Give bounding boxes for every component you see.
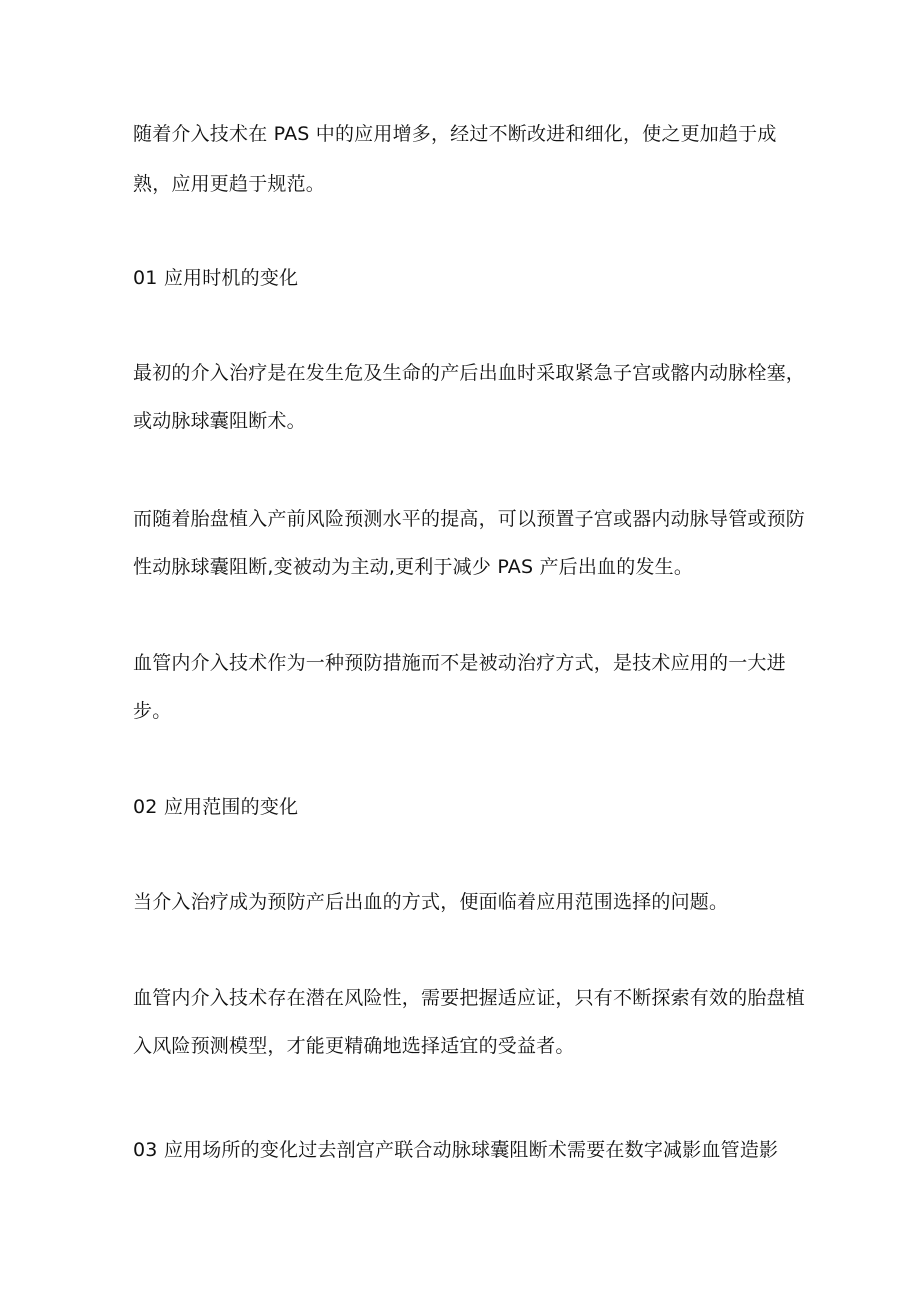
paragraph-initial-treatment-line-1: 最初的介入治疗是在发生危及生命的产后出血时采取紧急子宫或髂内动脉栓塞，	[133, 362, 806, 384]
paragraph-intro-line-1: 随着介入技术在 PAS 中的应用增多，经过不断改进和细化，使之更加趋于成	[133, 123, 777, 145]
paragraph-prevention-line-1: 血管内介入技术作为一种预防措施而不是被动治疗方式，是技术应用的一大进	[133, 652, 786, 674]
paragraph-risk-line-1: 血管内介入技术存在潜在风险性，需要把握适应证，只有不断探索有效的胎盘植	[133, 987, 806, 1009]
section-heading-01: 01 应用时机的变化	[133, 267, 299, 289]
section-heading-03: 03 应用场所的变化过去剖宫产联合动脉球囊阻断术需要在数字减影血管造影	[133, 1139, 779, 1161]
paragraph-prediction-line-1: 而随着胎盘植入产前风险预测水平的提高，可以预置子宫或器内动脉导管或预防	[133, 508, 806, 530]
paragraph-initial-treatment-line-2: 或动脉球囊阻断术。	[133, 410, 306, 432]
paragraph-prevention-line-2: 步。	[133, 700, 172, 722]
section-heading-02: 02 应用范围的变化	[133, 796, 299, 818]
paragraph-intro-line-2: 熟，应用更趋于规范。	[133, 173, 326, 195]
paragraph-prediction-line-2: 性动脉球囊阻断,变被动为主动,更利于减少 PAS 产后出血的发生。	[133, 556, 694, 578]
paragraph-risk-line-2: 入风险预测模型，才能更精确地选择适宜的受益者。	[133, 1035, 575, 1057]
paragraph-scope-line-1: 当介入治疗成为预防产后出血的方式，便面临着应用范围选择的问题。	[133, 891, 729, 913]
